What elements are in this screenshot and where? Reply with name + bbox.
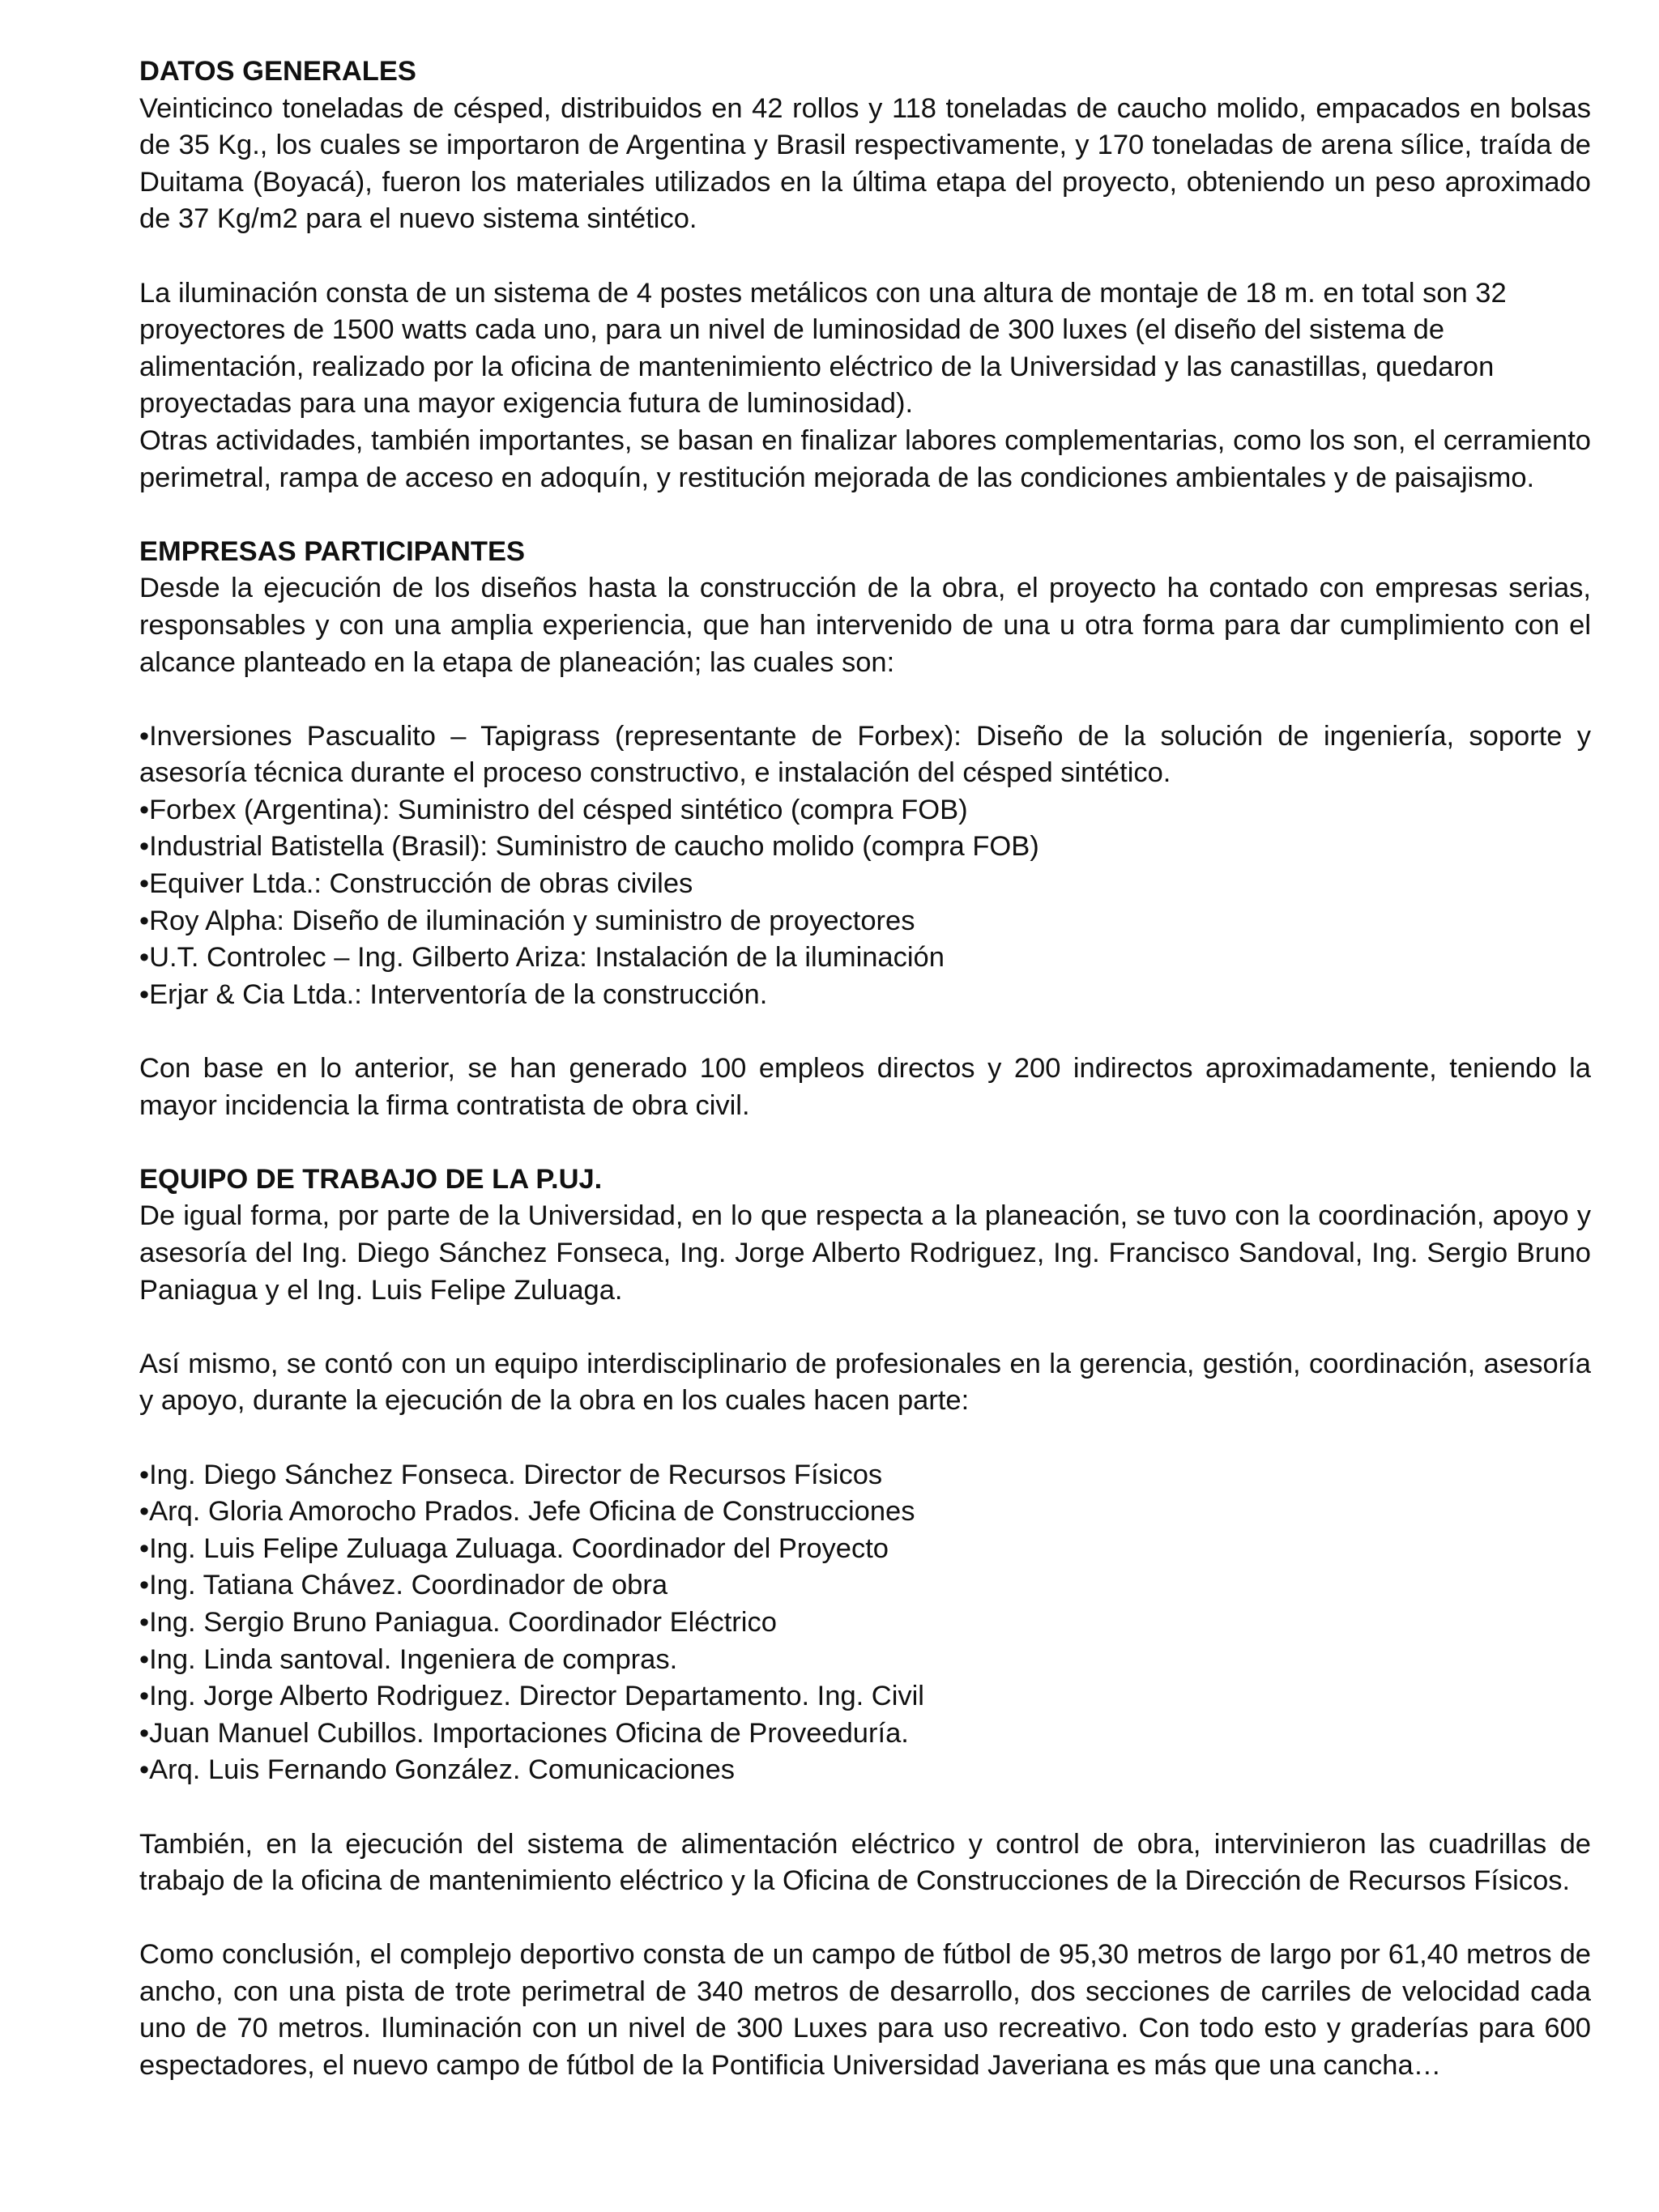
list-item: • Ing. Jorge Alberto Rodriguez. Director Departamento. Ing. Civil <box>139 1678 1591 1715</box>
spacer <box>139 681 1591 718</box>
bullet-icon <box>139 1681 149 1711</box>
spacer <box>139 1124 1591 1161</box>
spacer <box>139 1789 1591 1826</box>
list-item: • Arq. Gloria Amorocho Prados. Jefe Oficina de Construcciones <box>139 1494 1591 1531</box>
equipo-list <box>139 1457 1591 1789</box>
list-item: • Ing. Luis Felipe Zuluaga Zuluaga. Coordinador del Proyecto <box>139 1531 1591 1568</box>
spacer <box>139 1309 1591 1346</box>
bullet-icon <box>139 1460 149 1490</box>
bullet-icon <box>139 1754 149 1785</box>
list-item: • Erjar & Cia Ltda.: Interventoría de la construcción. <box>139 977 1591 1014</box>
paragraph-cuadrillas: También, en la ejecución del sistema de alimentación eléctrico y control de obra, intervinieron las cuadrillas de trabajo de la oficina de mantenimiento eléctrico y la Oficina de Construcciones de la Dirección de Recursos Físicos. <box>139 1828 1591 1897</box>
list-item: • Forbex (Argentina): Suministro del césped sintético (compra FOB) <box>139 792 1591 829</box>
bullet-icon <box>139 1533 149 1564</box>
list-item: • Ing. Tatiana Chávez. Coordinador de obra <box>139 1567 1591 1605</box>
list-item: • Ing. Linda santoval. Ingeniera de compras. <box>139 1642 1591 1679</box>
list-item: • Ing. Sergio Bruno Paniagua. Coordinador Eléctrico <box>139 1605 1591 1642</box>
list-item: • Roy Alpha: Diseño de iluminación y suministro de proyectores <box>139 903 1591 940</box>
bullet-icon <box>139 979 149 1010</box>
spacer <box>139 238 1591 275</box>
bullet-icon <box>139 942 149 973</box>
spacer <box>139 1013 1591 1051</box>
bullet-icon <box>139 795 149 825</box>
bullet-icon <box>139 1570 149 1600</box>
heading-empresas-participantes: EMPRESAS PARTICIPANTES <box>139 535 526 567</box>
paragraph-equipo-intro: Así mismo, se contó con un equipo interdisciplinario de profesionales en la gerencia, gestión, coordinación, asesoría y apoyo, durante la ejecución de la obra en los cuales hacen parte: <box>139 1348 1591 1417</box>
heading-datos-generales: DATOS GENERALES <box>139 56 416 87</box>
list-item: • U.T. Controlec – Ing. Gilberto Ariza: Instalación de la iluminación <box>139 940 1591 977</box>
bullet-icon <box>139 831 149 862</box>
spacer <box>139 497 1591 534</box>
document-page <box>139 53 1591 2085</box>
list-item: • Juan Manuel Cubillos. Importaciones Oficina de Proveeduría. <box>139 1715 1591 1753</box>
paragraph-empresas-intro: Desde la ejecución de los diseños hasta la construcción de la obra, el proyecto ha contado con empresas serias, responsables y con una amplia experiencia, que han intervenido de una u otra forma para dar cumplimiento con el alcance planteado en la etapa de planeación; las cuales son: <box>139 573 1591 678</box>
paragraph-planeacion: De igual forma, por parte de la Universidad, en lo que respecta a la planeación, se tuvo con la coordinación, apoyo y asesoría del Ing. Diego Sánchez Fonseca, Ing. Jorge Alberto Rodriguez, Ing. Francisco Sandoval, Ing. Sergio Bruno Paniagua y el Ing. Luis Felipe Zuluaga. <box>139 1200 1591 1306</box>
bullet-icon <box>139 906 149 936</box>
list-item: • Industrial Batistella (Brasil): Suministro de caucho molido (compra FOB) <box>139 829 1591 866</box>
spacer <box>139 1900 1591 1937</box>
bullet-icon <box>139 868 149 899</box>
spacer <box>139 1420 1591 1457</box>
paragraph-empleos: Con base en lo anterior, se han generado 100 empleos directos y 200 indirectos aproximadamente, teniendo la mayor incidencia la firma contratista de obra civil. <box>139 1053 1591 1121</box>
paragraph-iluminacion: La iluminación consta de un sistema de 4 postes metálicos con una altura de montaje de 18 m. en total son 32 proyectores de 1500 watts cada uno, para un nivel de luminosidad de 300 luxes (el diseño del sistema de alimentación, realizado por la oficina de mantenimiento eléctrico de la Universidad y las canastillas, quedaron proyectadas para una mayor exigencia futura de luminosidad). <box>139 277 1507 420</box>
paragraph-materiales: Veinticinco toneladas de césped, distribuidos en 42 rollos y 118 toneladas de caucho molido, empacados en bolsas de 35 Kg., los cuales se importaron de Argentina y Brasil respectivamente, y 170 toneladas de arena sílice, traída de Duitama (Boyacá), fueron los materiales utilizados en la última etapa del proyecto, obteniendo un peso aproximado de 37 Kg/m2 para el nuevo sistema sintético. <box>139 92 1591 235</box>
bullet-icon <box>139 1496 149 1527</box>
list-item: • Ing. Diego Sánchez Fonseca. Director de Recursos Físicos <box>139 1457 1591 1494</box>
heading-equipo-de-trabajo: EQUIPO DE TRABAJO DE LA P.UJ. <box>139 1163 603 1195</box>
bullet-icon <box>139 1644 149 1675</box>
list-item: • Inversiones Pascualito – Tapigrass (representante de Forbex): Diseño de la solución de ingeniería, soporte y asesoría técnica durante el proceso constructivo, e instalación del césped sintético. <box>139 718 1591 792</box>
bullet-icon <box>139 721 149 752</box>
bullet-icon <box>139 1718 149 1749</box>
paragraph-otras-actividades: Otras actividades, también importantes, se basan en finalizar labores complementarias, como los son, el cerramiento perimetral, rampa de acceso en adoquín, y restitución mejorada de las condiciones ambientales y de paisajismo. <box>139 424 1591 493</box>
list-item: • Equiver Ltda.: Construcción de obras civiles <box>139 866 1591 903</box>
bullet-icon <box>139 1607 149 1638</box>
paragraph-conclusion: Como conclusión, el complejo deportivo consta de un campo de fútbol de 95,30 metros de largo por 61,40 metros de ancho, con una pista de trote perimetral de 340 metros de desarrollo, dos secciones de carriles de velocidad cada uno de 70 metros. Iluminación con un nivel de 300 Luxes para uso recreativo. Con todo esto y graderías para 600 espectadores, el nuevo campo de fútbol de la Pontificia Universidad Javeriana es más que una cancha… <box>139 1939 1591 2082</box>
list-item: • Arq. Luis Fernando González. Comunicaciones <box>139 1752 1591 1789</box>
empresas-list <box>139 718 1591 1014</box>
